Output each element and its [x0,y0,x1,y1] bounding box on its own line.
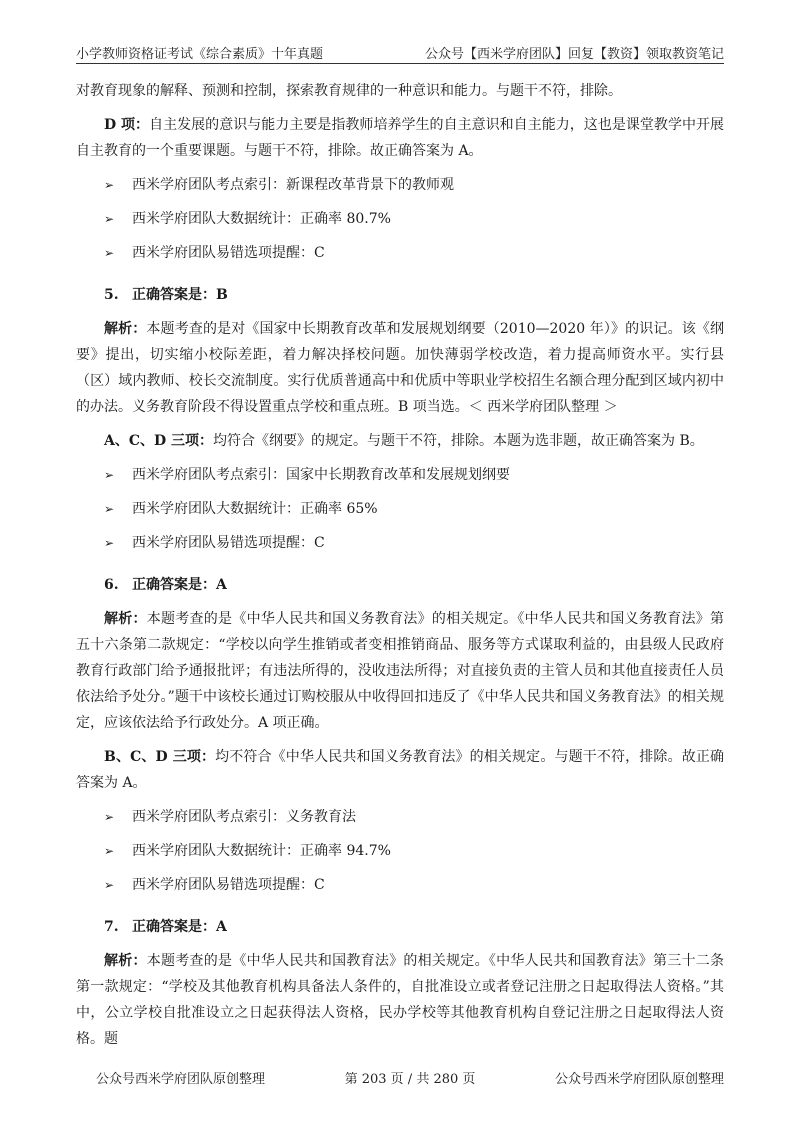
analysis-lead: 解析： [104,321,147,337]
answer-text: 正确答案是：B [132,287,228,303]
list-item [104,530,724,556]
header-rule [76,63,724,64]
list-item [104,838,724,864]
list-item [104,496,724,522]
answer-text: 正确答案是：A [132,919,227,935]
question-5-title [104,282,724,308]
list-item [104,240,724,266]
header-right: 公众号【西米学府团队】回复【教资】领取教资笔记 [424,47,724,62]
bullet-text: 西米学府团队考点索引：义务教育法 [132,809,356,825]
question-7-analysis [76,948,724,1052]
analysis-text: 本题考查的是对《国家中长期教育改革和发展规划纲要（2010—2020 年）》的识记。该《纲要》提出，切实缩小校际差距，着力解决择校问题。加快薄弱学校改造，着力提高师资水平。实行县（区）域内教师、校长交流制度。实行优质普通高中和优质中等职业学校招生名额合理分配到区域内初中的办法。义务教育阶段不得设置重点学校和重点班。B 项当选。＜ 西米学府团队整理 ＞ [76,321,724,415]
others-text: 均符合《纲要》的规定。与题干不符，排除。本题为选非题，故正确答案为 B。 [213,433,704,449]
footer-right: 公众号西米学府团队原创整理 [554,1072,724,1087]
others-lead: A、C、D 三项： [104,433,214,449]
bullet-text: 西米学府团队易错选项提醒：C [132,245,325,261]
arrow-bullet-icon: ➢ [104,246,115,260]
bullet-text: 西米学府团队易错选项提醒：C [132,877,325,893]
arrow-bullet-icon: ➢ [104,178,115,192]
analysis-text: 本题考查的是《中华人民共和国义务教育法》的相关规定。《中华人民共和国义务教育法》第五十六条第二款规定：“学校以向学生推销或者变相推销商品、服务等方式谋取利益的，由县级人民政府教育行政部门给予通报批评；有违法所得的，没收违法所得；对直接负责的主管人员和其他直接责任人员依法给予处分。”题干中该校长通过订购校服从中收得回扣违反了《中华人民共和国义务教育法》的相关规定，应该依法给予行政处分。A 项正确。 [76,611,725,731]
bullet-text: 西米学府团队易错选项提醒：C [132,535,325,551]
question-number: 6. [104,577,119,593]
bullet-text: 西米学府团队大数据统计：正确率 94.7% [132,843,391,859]
footer-left: 公众号西米学府团队原创整理 [96,1072,266,1087]
question-7-title [104,914,724,940]
intro-line: 对教育现象的解释、预测和控制，探索教育规律的一种意识和能力。与题干不符，排除。 [76,83,622,99]
arrow-bullet-icon: ➢ [104,468,115,482]
question-5-analysis [76,316,724,420]
bullet-text: 西米学府团队考点索引：国家中长期教育改革和发展规划纲要 [132,467,510,483]
analysis-lead: 解析： [104,611,147,627]
question-6-others [76,744,724,796]
arrow-bullet-icon: ➢ [104,844,115,858]
header-left: 小学教师资格证考试《综合素质》十年真题 [76,47,324,62]
page-footer [96,1068,724,1087]
answer-text: 正确答案是：A [132,577,227,593]
arrow-bullet-icon: ➢ [104,536,115,550]
list-item [104,804,724,830]
list-item [104,206,724,232]
d-item-paragraph [76,112,724,164]
d-item-lead: D 项： [104,117,150,133]
question-6-analysis [76,606,724,736]
others-text: 均不符合《中华人民共和国义务教育法》的相关规定。与题干不符，排除。故正确答案为 A。 [76,749,724,791]
bullet-text: 西米学府团队考点索引：新课程改革背景下的教师观 [132,177,454,193]
analysis-text: 本题考查的是《中华人民共和国教育法》的相关规定。《中华人民共和国教育法》第三十二条第一款规定：“学校及其他教育机构具备法人条件的，自批准设立或者登记注册之日起取得法人资格。”其中，公立学校自批准设立之日起获得法人资格，民办学校等其他教育机构自登记注册之日起取得法人资格。题 [76,953,725,1047]
list-item [104,462,724,488]
page-number: 第 203 页 / 共 280 页 [344,1072,476,1087]
arrow-bullet-icon: ➢ [104,810,115,824]
question-5-others [76,428,724,454]
others-lead: B、C、D 三项： [104,749,216,765]
page-content [76,78,724,1060]
question-number: 5. [104,287,119,303]
d-item-text: 自主发展的意识与能力主要是指教师培养学生的自主意识和自主能力，这也是课堂教学中开展自主教育的一个重要课题。与题干不符，排除。故正确答案为 A。 [76,117,725,159]
page-header [76,40,724,62]
arrow-bullet-icon: ➢ [104,212,115,226]
arrow-bullet-icon: ➢ [104,502,115,516]
list-item [104,872,724,898]
arrow-bullet-icon: ➢ [104,878,115,892]
question-6-title [104,572,724,598]
question-number: 7. [104,919,119,935]
bullet-text: 西米学府团队大数据统计：正确率 80.7% [132,211,391,227]
bullet-text: 西米学府团队大数据统计：正确率 65% [132,501,378,517]
list-item [104,172,724,198]
analysis-lead: 解析： [104,953,147,969]
